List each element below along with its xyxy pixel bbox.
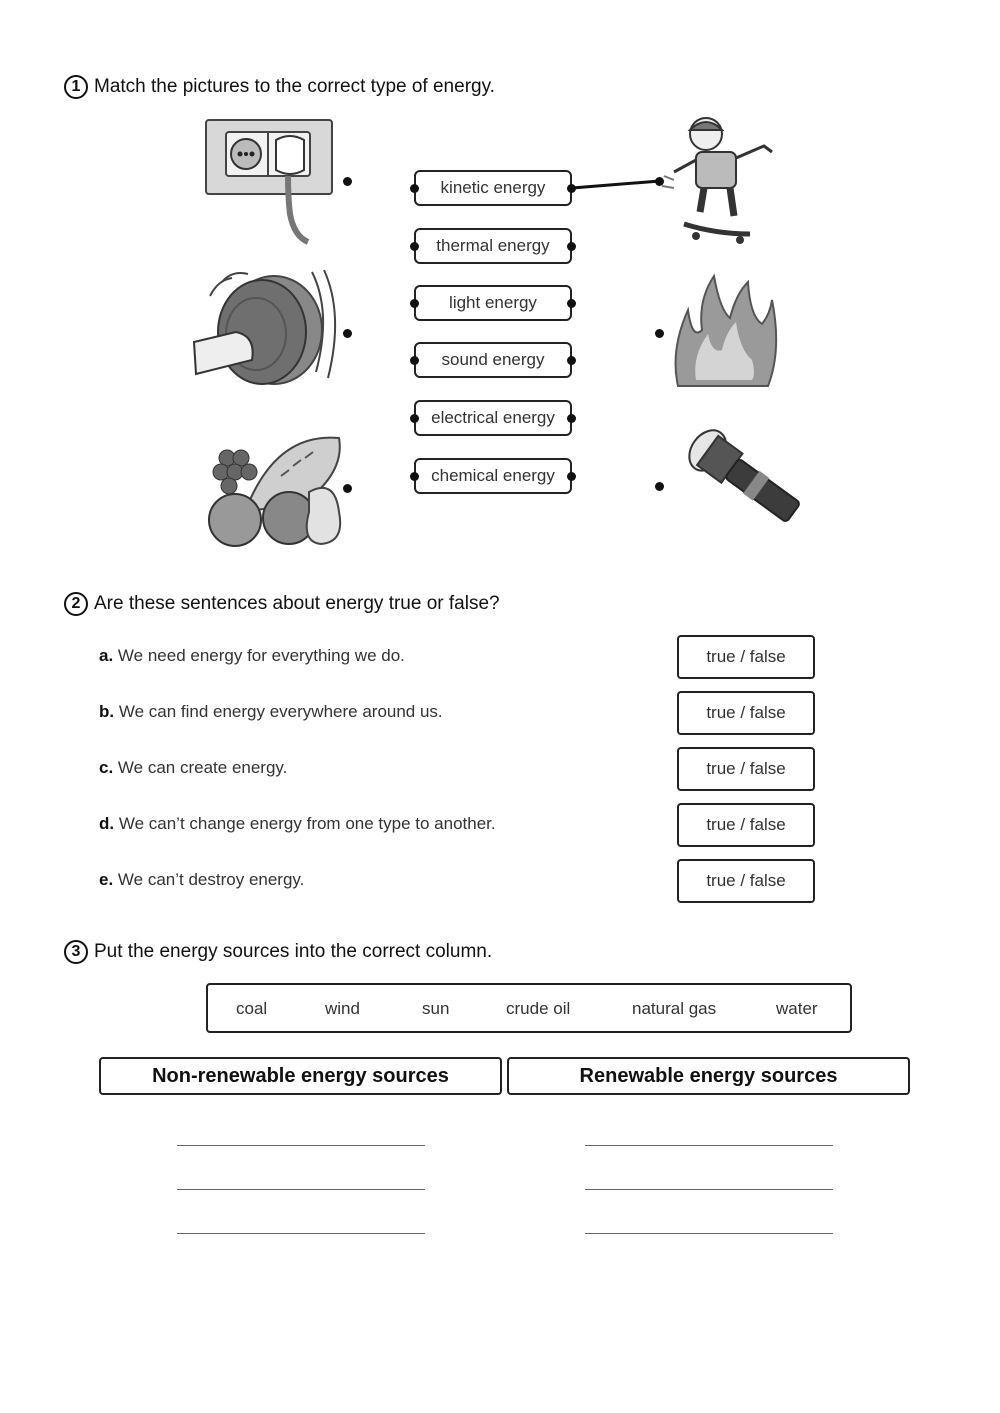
true-false-choice-c[interactable]: true / false bbox=[677, 747, 815, 791]
word-sun[interactable]: sun bbox=[422, 999, 450, 1018]
statement-e bbox=[99, 870, 304, 890]
statement-letter: e. bbox=[99, 870, 114, 889]
non-renewable-answer-line-1[interactable] bbox=[177, 1145, 425, 1146]
drum-dot[interactable] bbox=[343, 329, 352, 338]
statement-text: We can’t destroy energy. bbox=[117, 870, 305, 889]
statement-text: We need energy for everything we do. bbox=[117, 646, 405, 665]
option-dot-right[interactable] bbox=[567, 184, 576, 193]
statement-a bbox=[99, 646, 405, 666]
option-dot-left[interactable] bbox=[410, 414, 419, 423]
statement-text: We can find energy everywhere around us. bbox=[118, 702, 443, 721]
true-false-choice-a[interactable]: true / false bbox=[677, 635, 815, 679]
statement-text: We can create energy. bbox=[117, 758, 288, 777]
q3-title-text: Put the energy sources into the correct column. bbox=[94, 941, 493, 962]
q2-title bbox=[64, 592, 500, 616]
option-sound-energy[interactable]: sound energy bbox=[414, 342, 572, 378]
skateboarder-dot[interactable] bbox=[655, 177, 664, 186]
option-dot-right[interactable] bbox=[567, 414, 576, 423]
option-dot-right[interactable] bbox=[567, 356, 576, 365]
statement-d bbox=[99, 814, 496, 834]
non-renewable-answer-line-2[interactable] bbox=[177, 1189, 425, 1190]
option-light-energy[interactable]: light energy bbox=[414, 285, 572, 321]
option-dot-right[interactable] bbox=[567, 242, 576, 251]
word-bank bbox=[206, 983, 852, 1033]
socket-picture bbox=[204, 118, 336, 248]
non-renewable-answer-line-3[interactable] bbox=[177, 1233, 425, 1234]
option-kinetic-energy[interactable]: kinetic energy bbox=[414, 170, 572, 206]
option-chemical-energy[interactable]: chemical energy bbox=[414, 458, 572, 494]
flashlight-dot[interactable] bbox=[655, 482, 664, 491]
option-dot-left[interactable] bbox=[410, 472, 419, 481]
food-dot[interactable] bbox=[343, 484, 352, 493]
option-dot-right[interactable] bbox=[567, 472, 576, 481]
q1-number: 1 bbox=[64, 75, 88, 99]
statement-letter: b. bbox=[99, 702, 115, 721]
true-false-choice-d[interactable]: true / false bbox=[677, 803, 815, 847]
true-false-choice-b[interactable]: true / false bbox=[677, 691, 815, 735]
statement-letter: c. bbox=[99, 758, 114, 777]
statement-b bbox=[99, 702, 443, 722]
q1-title bbox=[64, 75, 495, 99]
renewable-column-header: Renewable energy sources bbox=[507, 1057, 910, 1095]
word-crude-oil[interactable]: crude oil bbox=[506, 999, 571, 1018]
socket-dot[interactable] bbox=[343, 177, 352, 186]
option-dot-left[interactable] bbox=[410, 184, 419, 193]
non-renewable-column-header: Non-renewable energy sources bbox=[99, 1057, 502, 1095]
fire-picture bbox=[670, 270, 780, 392]
renewable-answer-line-1[interactable] bbox=[585, 1145, 833, 1146]
option-dot-left[interactable] bbox=[410, 356, 419, 365]
q3-number: 3 bbox=[64, 940, 88, 964]
option-electrical-energy[interactable]: electrical energy bbox=[414, 400, 572, 436]
statement-c bbox=[99, 758, 287, 778]
word-water[interactable]: water bbox=[776, 999, 818, 1018]
skateboarder-picture bbox=[660, 112, 780, 248]
word-natural-gas[interactable]: natural gas bbox=[632, 999, 717, 1018]
statement-letter: a. bbox=[99, 646, 114, 665]
word-coal[interactable]: coal bbox=[236, 999, 268, 1018]
q2-number: 2 bbox=[64, 592, 88, 616]
food-picture bbox=[205, 432, 345, 548]
renewable-answer-line-2[interactable] bbox=[585, 1189, 833, 1190]
word-wind[interactable]: wind bbox=[325, 999, 360, 1018]
fire-dot[interactable] bbox=[655, 329, 664, 338]
option-dot-left[interactable] bbox=[410, 242, 419, 251]
q2-title-text: Are these sentences about energy true or false? bbox=[94, 593, 500, 614]
renewable-answer-line-3[interactable] bbox=[585, 1233, 833, 1234]
statement-letter: d. bbox=[99, 814, 115, 833]
q3-title bbox=[64, 940, 492, 964]
q1-title-text: Match the pictures to the correct type of energy. bbox=[94, 76, 495, 97]
option-dot-left[interactable] bbox=[410, 299, 419, 308]
option-dot-right[interactable] bbox=[567, 299, 576, 308]
option-thermal-energy[interactable]: thermal energy bbox=[414, 228, 572, 264]
statement-text: We can’t change energy from one type to another. bbox=[118, 814, 496, 833]
drum-picture bbox=[192, 262, 344, 390]
flashlight-picture bbox=[680, 424, 810, 536]
true-false-choice-e[interactable]: true / false bbox=[677, 859, 815, 903]
